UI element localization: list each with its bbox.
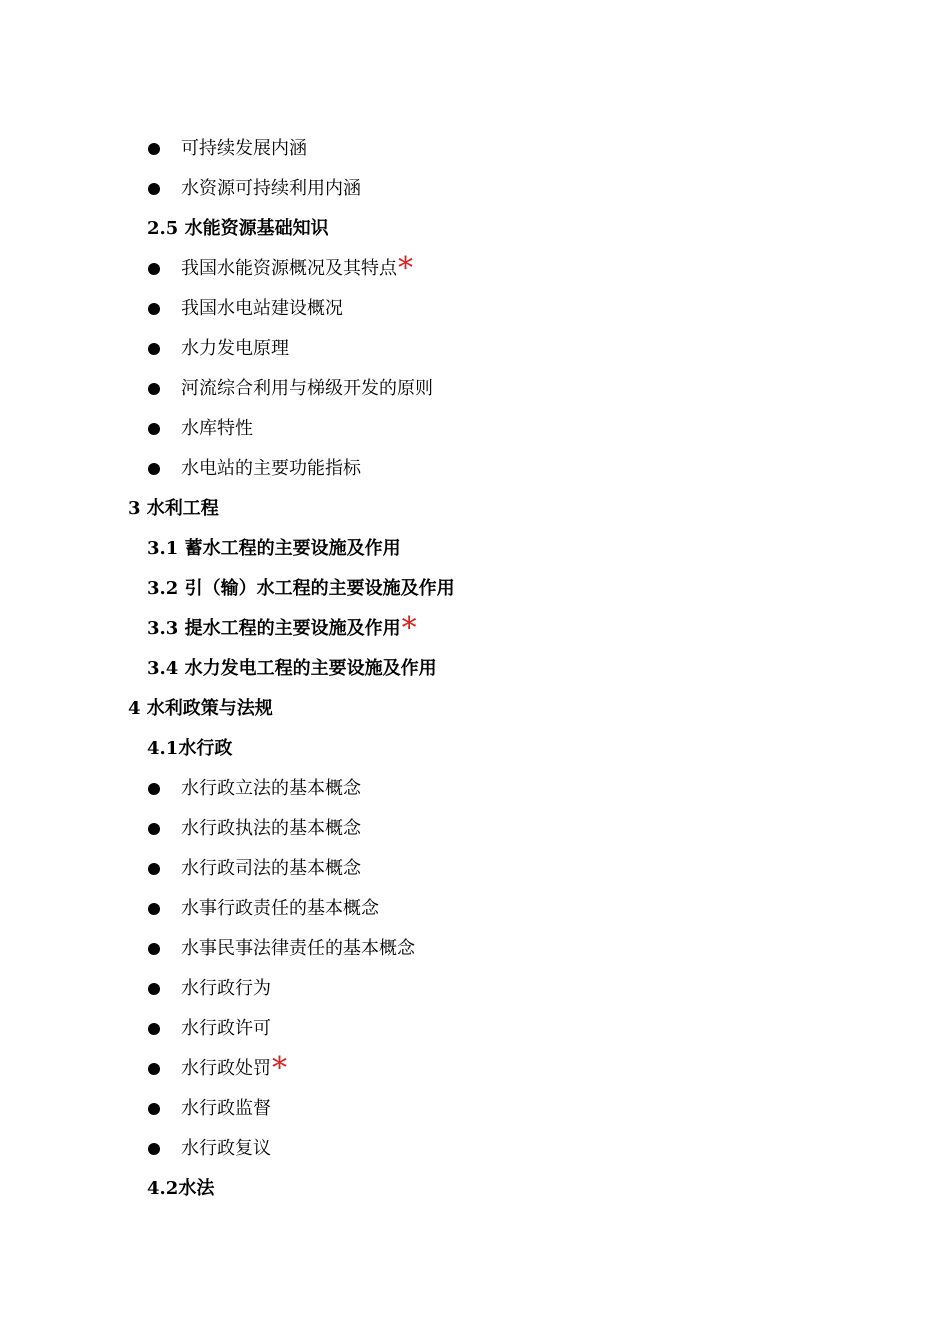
list-item-text: 水电站的主要功能指标: [181, 458, 361, 479]
section-heading-text: 3.1 蓄水工程的主要设施及作用: [147, 538, 401, 559]
list-item: [0, 369, 950, 409]
list-item-text: 河流综合利用与梯级开发的原则: [181, 378, 433, 399]
list-item-text: 水事行政责任的基本概念: [181, 898, 379, 919]
bullet-icon: [148, 343, 160, 355]
list-item-text: 水行政复议: [181, 1138, 271, 1159]
list-item: [0, 889, 950, 929]
section-heading-text: 3.2 引（输）水工程的主要设施及作用: [147, 578, 455, 599]
list-item-text: 水行政监督: [181, 1098, 271, 1119]
bullet-icon: [148, 143, 160, 155]
list-item-text: 水资源可持续利用内涵: [181, 178, 361, 199]
section-heading: [0, 529, 950, 569]
list-item: [0, 1009, 950, 1049]
bullet-icon: [148, 1143, 160, 1155]
section-heading: [0, 649, 950, 689]
asterisk-icon: *: [272, 1051, 287, 1086]
list-item: [0, 929, 950, 969]
asterisk-icon: *: [401, 611, 417, 646]
list-item-text: 水库特性: [181, 418, 253, 439]
bullet-icon: [148, 263, 160, 275]
section-heading-text: 2.5 水能资源基础知识: [147, 218, 329, 239]
list-item: [0, 769, 950, 809]
list-item: [0, 289, 950, 329]
list-item: [0, 329, 950, 369]
bullet-icon: [148, 1103, 160, 1115]
section-heading: [0, 609, 950, 649]
section-heading-text: 4.2水法: [147, 1178, 215, 1199]
bullet-icon: [148, 383, 160, 395]
bullet-icon: [148, 1023, 160, 1035]
list-item: [0, 809, 950, 849]
bullet-icon: [148, 303, 160, 315]
list-item: [0, 409, 950, 449]
list-item-text: 我国水能资源概况及其特点: [181, 258, 397, 279]
list-item-text: 可持续发展内涵: [181, 138, 307, 159]
list-item-text: 水行政执法的基本概念: [181, 818, 361, 839]
chapter-heading-text: 4 水利政策与法规: [128, 698, 273, 719]
bullet-icon: [148, 903, 160, 915]
section-heading: [0, 729, 950, 769]
bullet-icon: [148, 863, 160, 875]
list-item: [0, 1049, 950, 1089]
list-item: [0, 449, 950, 489]
list-item: [0, 849, 950, 889]
bullet-icon: [148, 463, 160, 475]
bullet-icon: [148, 943, 160, 955]
bullet-icon: [148, 1063, 160, 1075]
list-item-text: 水行政行为: [181, 978, 271, 999]
bullet-icon: [148, 823, 160, 835]
list-item-text: 水力发电原理: [181, 338, 289, 359]
section-heading-text: 4.1水行政: [147, 738, 233, 759]
list-item-text: 水行政立法的基本概念: [181, 778, 361, 799]
bullet-icon: [148, 783, 160, 795]
section-heading: [0, 209, 950, 249]
chapter-heading: [0, 689, 950, 729]
asterisk-icon: *: [398, 251, 413, 286]
section-heading: [0, 569, 950, 609]
list-item: [0, 1129, 950, 1169]
section-heading: [0, 1169, 950, 1209]
list-item: [0, 249, 950, 289]
chapter-heading: [0, 489, 950, 529]
list-item-text: 水行政许可: [181, 1018, 271, 1039]
document-page: [0, 129, 950, 1209]
bullet-icon: [148, 183, 160, 195]
list-item: [0, 1089, 950, 1129]
chapter-heading-text: 3 水利工程: [128, 498, 219, 519]
section-heading-text: 3.3 提水工程的主要设施及作用: [147, 618, 401, 639]
list-item-text: 我国水电站建设概况: [181, 298, 343, 319]
list-item: [0, 129, 950, 169]
list-item: [0, 969, 950, 1009]
list-item-text: 水事民事法律责任的基本概念: [181, 938, 415, 959]
bullet-icon: [148, 983, 160, 995]
list-item-text: 水行政司法的基本概念: [181, 858, 361, 879]
list-item-text: 水行政处罚: [181, 1058, 271, 1079]
bullet-icon: [148, 423, 160, 435]
list-item: [0, 169, 950, 209]
section-heading-text: 3.4 水力发电工程的主要设施及作用: [147, 658, 437, 679]
